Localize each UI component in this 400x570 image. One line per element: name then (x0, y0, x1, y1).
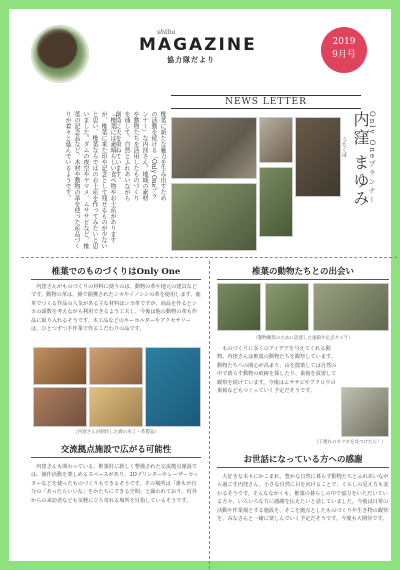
page-inner (21, 17, 389, 553)
section-left-caption: （内窪さんが制作した鹿の木工・革製品） (73, 430, 159, 435)
section-left-underline (31, 279, 201, 280)
photo-leather-goods-3 (33, 387, 87, 427)
section-left2-text: 内窪さんも関わっている、椎葉村に新しく整備された交流拠点施設では、制作活動を楽しめるスペースがあり、3Dプリンターやレーザーカッターなどを使ったものづくりもできるそうです。その場所は「誰もが自分の「あったらいいな」をかたちにできる空間」と謳われており、村外からの来訪者なども気軽に立ち寄れる場所を目指しているそうです。 (31, 464, 199, 504)
brand-small-text: shiiba (157, 29, 176, 36)
photo-blue-keyholder (145, 347, 201, 427)
magazine-subtitle: 協力隊だより (167, 55, 215, 64)
photo-building (259, 117, 293, 163)
section-right2-text: 大好きな木々にかこまれ、豊かな自然に暮らす動物たちとふれあいながら過ごす内窪さん。小さな自然に目を向けることで、くらしの見え方も変わるそうです。そんなながくも、椎葉の暮らしの中で協力をいただいている方々、いろいろな方に感謝を伝えたいと話していました。今後は日常の活動や作業場とする施設を、そこを拠点としたものづくりや生き物の観察を、みなさんと一緒に楽しんでいく予定だそうです。今後も大期待です。 (217, 474, 389, 523)
divider-top (21, 257, 397, 258)
section-left-heading: 椎葉でのものづくりはOnly One (51, 267, 181, 277)
photo-person-yellow (259, 167, 293, 237)
profile-furigana: うちくぼ (341, 137, 347, 157)
profile-name: 内窪 まゆみ (351, 111, 370, 209)
section-right2-heading: お世話になっている方への感謝 (243, 455, 363, 465)
photo-nest-box (217, 283, 261, 331)
photo-forest-walk (171, 183, 257, 251)
section-right-heading: 椎葉の動物たちとの出会い (251, 267, 354, 277)
photo-wood-ruler (89, 387, 143, 427)
news-letter-heading: NEWS LETTER (171, 95, 361, 109)
profile-intro-1: 椎葉に新たな魅力を生み出すための活動を続ける「Only Oneプランナー」な内窪さん。地域の素材や動物たちを活用したものづくりを通して、自然とふれあいながら創造に夫を重ねています。 (114, 111, 166, 201)
photo-fixed-camera (313, 283, 389, 331)
issue-year: 2019 (332, 37, 356, 47)
section-left-text: 内窪さんがものづくりの材料に使うのは、動物の革や地元の建具などです。動物の革は、猟で捕獲されたシカやイノシシの革を使用します。鹿革でつくる作品の人気がある主な材料はシカ革ですが、商品を作るとシカの頭数を考えながら利用できるよう工夫し、今後は他の動物の革も作品に取り入れるそうです。木工品などのキーホルダーやアクセサリーは、ひとつずつ手作業で作るこだわりの品です。 (31, 284, 201, 333)
photo-people-autumn (295, 117, 341, 197)
issue-badge (321, 27, 367, 73)
section-right-caption: （動物観察のために設置した巣箱や定点カメラ） (253, 336, 353, 341)
issue-month: 9月号 (332, 50, 356, 60)
squirrel-logo-photo (31, 25, 89, 83)
photo-fox (341, 387, 389, 437)
section-left2-underline (31, 457, 201, 458)
section-right-underline (217, 279, 389, 280)
profile-role: Only Oneプランナー (368, 111, 376, 206)
divider-center (209, 261, 210, 569)
photo-woman-outdoors (171, 117, 257, 179)
profile-intro-2: 「椎葉には素晴らしい食べ物やお土産がありますが、椎葉に来た印や記念として残せるものが少ないと思い、椎葉ならではのお土産を作ってみたいと思いました。ダムの夜空やヤマメ、ムササビなど、椎葉の記念品など、木材や動物の革を使った産品づくりが着々と進んでいるようです。 (64, 111, 116, 249)
photo-leather-goods-2 (89, 347, 143, 385)
photo-forest-2 (265, 283, 309, 331)
section-right-text: ものづくりに多くのアイデアを与えてくれる動物。内窪さんは椎葉の動物たちを観察しています。動物たちへの関心が高まり、山を散策しては自然の中で暮らす動物の痕跡を探したり、巣箱を設置して観察を続けています。今後はムササビやフクロウの巣箱などもつくっていく予定だそうです。 (217, 346, 337, 395)
magazine-title: MAGAZINE (139, 35, 257, 55)
photo-leather-goods-1 (33, 347, 87, 385)
section-right-caption2: （子連れのキツネを見つけたら！） (314, 440, 386, 445)
section-left2-heading: 交流拠点施設で広がる可能性 (60, 445, 172, 455)
section-right2-underline (217, 467, 389, 468)
